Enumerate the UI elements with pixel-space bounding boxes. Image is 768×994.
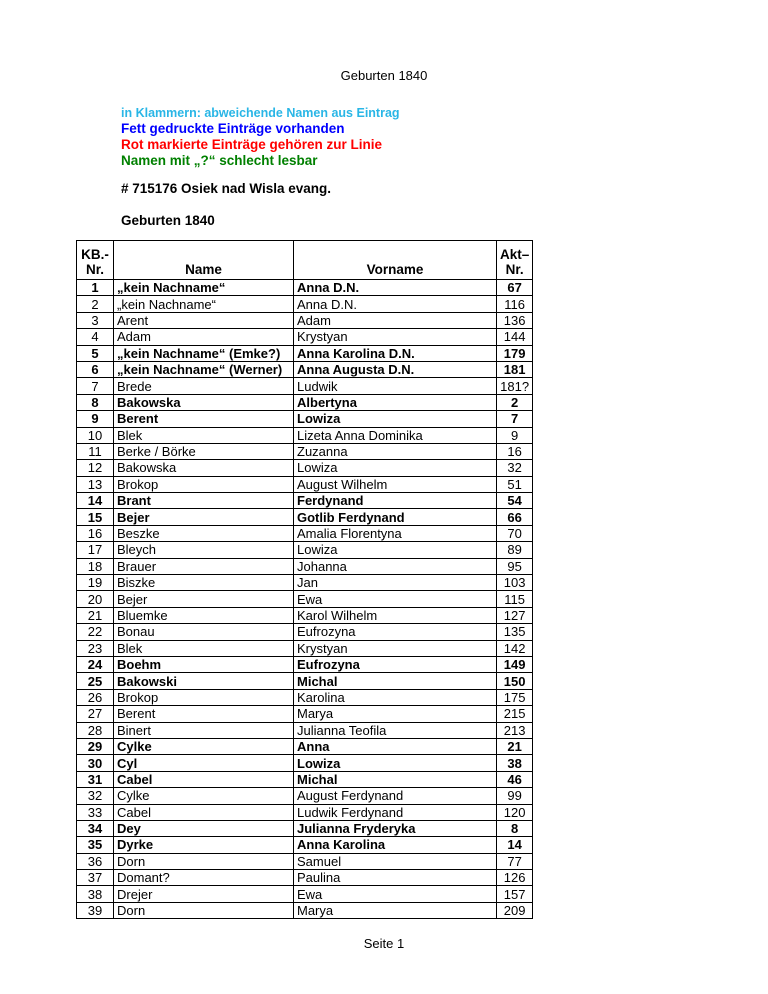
header-name: Name: [114, 241, 294, 280]
row-name: Cabel: [114, 804, 294, 820]
table-row: [77, 427, 533, 443]
table-row: [77, 476, 533, 492]
row-vorname: Paulina: [294, 870, 497, 886]
page-footer: Seite 1: [363, 936, 405, 951]
row-name: Cabel: [114, 771, 294, 787]
row-akt-nr: 14: [497, 837, 533, 853]
row-name: Biszke: [114, 575, 294, 591]
table-row: [77, 329, 533, 345]
row-kb-nr: 28: [77, 722, 114, 738]
table-row: [77, 542, 533, 558]
table-row: [77, 902, 533, 918]
table-row: [77, 771, 533, 787]
row-vorname: Ludwik Ferdynand: [294, 804, 497, 820]
row-akt-nr: 116: [497, 296, 533, 312]
row-kb-nr: 25: [77, 673, 114, 689]
table-row: [77, 738, 533, 754]
row-akt-nr: 150: [497, 673, 533, 689]
row-akt-nr: 142: [497, 640, 533, 656]
table-row: [77, 656, 533, 672]
row-kb-nr: 14: [77, 493, 114, 509]
row-name: „kein Nachname“ (Werner): [114, 361, 294, 377]
row-kb-nr: 10: [77, 427, 114, 443]
row-name: Boehm: [114, 656, 294, 672]
row-name: Brauer: [114, 558, 294, 574]
row-akt-nr: 115: [497, 591, 533, 607]
row-vorname: Marya: [294, 902, 497, 918]
table-row: [77, 706, 533, 722]
row-kb-nr: 30: [77, 755, 114, 771]
table-row: [77, 853, 533, 869]
legend-question-note: Namen mit „?“ schlecht lesbar: [121, 153, 318, 168]
row-name: Brede: [114, 378, 294, 394]
table-row: [77, 837, 533, 853]
table-row: [77, 493, 533, 509]
row-kb-nr: 8: [77, 394, 114, 410]
row-name: Bejer: [114, 591, 294, 607]
row-vorname: Marya: [294, 706, 497, 722]
row-akt-nr: 135: [497, 624, 533, 640]
row-akt-nr: 70: [497, 525, 533, 541]
row-vorname: Lowiza: [294, 542, 497, 558]
row-kb-nr: 11: [77, 443, 114, 459]
table-row: [77, 722, 533, 738]
row-name: Bakowski: [114, 673, 294, 689]
row-akt-nr: 16: [497, 443, 533, 459]
row-kb-nr: 12: [77, 460, 114, 476]
row-kb-nr: 16: [77, 525, 114, 541]
row-kb-nr: 4: [77, 329, 114, 345]
row-akt-nr: 179: [497, 345, 533, 361]
row-akt-nr: 136: [497, 312, 533, 328]
table-row: [77, 443, 533, 459]
row-kb-nr: 22: [77, 624, 114, 640]
row-akt-nr: 9: [497, 427, 533, 443]
row-akt-nr: 51: [497, 476, 533, 492]
row-vorname: Albertyna: [294, 394, 497, 410]
row-akt-nr: 67: [497, 280, 533, 296]
row-vorname: Ewa: [294, 886, 497, 902]
row-vorname: Eufrozyna: [294, 624, 497, 640]
table-row: [77, 558, 533, 574]
row-vorname: Lowiza: [294, 460, 497, 476]
table-row: [77, 394, 533, 410]
row-kb-nr: 31: [77, 771, 114, 787]
row-kb-nr: 18: [77, 558, 114, 574]
row-vorname: Jan: [294, 575, 497, 591]
legend-red-note: Rot markierte Einträge gehören zur Linie: [121, 137, 383, 152]
row-akt-nr: 99: [497, 788, 533, 804]
row-name: Brokop: [114, 689, 294, 705]
row-akt-nr: 54: [497, 493, 533, 509]
row-akt-nr: 77: [497, 853, 533, 869]
row-kb-nr: 7: [77, 378, 114, 394]
row-vorname: Amalia Florentyna: [294, 525, 497, 541]
row-kb-nr: 36: [77, 853, 114, 869]
row-name: Dorn: [114, 902, 294, 918]
row-name: „kein Nachname“: [114, 296, 294, 312]
document-title: # 715176 Osiek nad Wisla evang.: [121, 181, 331, 196]
row-name: Berent: [114, 411, 294, 427]
table-row: [77, 870, 533, 886]
table-row: [77, 312, 533, 328]
row-name: Bluemke: [114, 607, 294, 623]
row-akt-nr: 95: [497, 558, 533, 574]
row-name: Dyrke: [114, 837, 294, 853]
row-vorname: Ewa: [294, 591, 497, 607]
row-kb-nr: 3: [77, 312, 114, 328]
row-akt-nr: 209: [497, 902, 533, 918]
row-akt-nr: 215: [497, 706, 533, 722]
row-vorname: Julianna Fryderyka: [294, 820, 497, 836]
row-kb-nr: 24: [77, 656, 114, 672]
row-name: „kein Nachname“: [114, 280, 294, 296]
row-kb-nr: 27: [77, 706, 114, 722]
row-vorname: Karol Wilhelm: [294, 607, 497, 623]
header-vorname: Vorname: [294, 241, 497, 280]
page-header: Geburten 1840: [340, 68, 428, 83]
row-vorname: Ludwik: [294, 378, 497, 394]
row-akt-nr: 126: [497, 870, 533, 886]
row-vorname: Michal: [294, 771, 497, 787]
row-name: Arent: [114, 312, 294, 328]
row-name: Cylke: [114, 788, 294, 804]
row-akt-nr: 157: [497, 886, 533, 902]
row-kb-nr: 21: [77, 607, 114, 623]
row-vorname: Anna D.N.: [294, 280, 497, 296]
row-kb-nr: 15: [77, 509, 114, 525]
table-row: [77, 575, 533, 591]
row-akt-nr: 46: [497, 771, 533, 787]
table-row: [77, 345, 533, 361]
legend: [121, 105, 400, 169]
row-name: Bonau: [114, 624, 294, 640]
row-kb-nr: 17: [77, 542, 114, 558]
row-akt-nr: 103: [497, 575, 533, 591]
table-row: [77, 755, 533, 771]
row-kb-nr: 37: [77, 870, 114, 886]
header-kb-nr-line1: KB.-: [81, 247, 109, 262]
legend-brackets-note: in Klammern: abweichende Namen aus Eintrag: [121, 106, 400, 120]
row-vorname: Anna Karolina D.N.: [294, 345, 497, 361]
row-kb-nr: 33: [77, 804, 114, 820]
table-header-row: [77, 241, 533, 280]
row-vorname: Adam: [294, 312, 497, 328]
row-name: Drejer: [114, 886, 294, 902]
row-kb-nr: 29: [77, 738, 114, 754]
row-akt-nr: 8: [497, 820, 533, 836]
row-name: Bleych: [114, 542, 294, 558]
row-akt-nr: 127: [497, 607, 533, 623]
row-kb-nr: 38: [77, 886, 114, 902]
row-vorname: Samuel: [294, 853, 497, 869]
row-vorname: Anna Karolina: [294, 837, 497, 853]
row-vorname: Krystyan: [294, 640, 497, 656]
row-akt-nr: 120: [497, 804, 533, 820]
section-title: Geburten 1840: [121, 213, 215, 228]
row-name: Blek: [114, 640, 294, 656]
table-row: [77, 624, 533, 640]
row-vorname: Anna: [294, 738, 497, 754]
row-kb-nr: 9: [77, 411, 114, 427]
row-akt-nr: 89: [497, 542, 533, 558]
table-row: [77, 886, 533, 902]
row-name: „kein Nachname“ (Emke?): [114, 345, 294, 361]
row-name: Cylke: [114, 738, 294, 754]
row-akt-nr: 32: [497, 460, 533, 476]
row-kb-nr: 19: [77, 575, 114, 591]
row-kb-nr: 35: [77, 837, 114, 853]
row-kb-nr: 13: [77, 476, 114, 492]
row-name: Dorn: [114, 853, 294, 869]
row-akt-nr: 181: [497, 361, 533, 377]
table-row: [77, 509, 533, 525]
row-kb-nr: 26: [77, 689, 114, 705]
header-akt-nr-line1: Akt–: [500, 247, 530, 262]
row-vorname: Krystyan: [294, 329, 497, 345]
row-name: Adam: [114, 329, 294, 345]
row-kb-nr: 1: [77, 280, 114, 296]
row-vorname: Gotlib Ferdynand: [294, 509, 497, 525]
row-vorname: Zuzanna: [294, 443, 497, 459]
row-name: Brokop: [114, 476, 294, 492]
row-akt-nr: 2: [497, 394, 533, 410]
table-row: [77, 820, 533, 836]
row-name: Berent: [114, 706, 294, 722]
row-kb-nr: 23: [77, 640, 114, 656]
row-name: Cyl: [114, 755, 294, 771]
row-akt-nr: 38: [497, 755, 533, 771]
row-akt-nr: 181?: [497, 378, 533, 394]
row-vorname: Lowiza: [294, 755, 497, 771]
table-row: [77, 525, 533, 541]
table-row: [77, 673, 533, 689]
row-vorname: Anna D.N.: [294, 296, 497, 312]
row-akt-nr: 149: [497, 656, 533, 672]
table-row: [77, 378, 533, 394]
table-row: [77, 280, 533, 296]
row-name: Binert: [114, 722, 294, 738]
table-row: [77, 804, 533, 820]
row-vorname: Eufrozyna: [294, 656, 497, 672]
row-name: Beszke: [114, 525, 294, 541]
header-akt-nr: [497, 241, 533, 280]
table-row: [77, 361, 533, 377]
row-vorname: Michal: [294, 673, 497, 689]
header-akt-nr-line2: Nr.: [505, 262, 524, 277]
row-akt-nr: 21: [497, 738, 533, 754]
table-body: [77, 280, 533, 919]
row-name: Berke / Börke: [114, 443, 294, 459]
table-row: [77, 607, 533, 623]
row-vorname: Anna Augusta D.N.: [294, 361, 497, 377]
row-name: Bakowska: [114, 394, 294, 410]
row-kb-nr: 39: [77, 902, 114, 918]
table-row: [77, 788, 533, 804]
row-name: Bejer: [114, 509, 294, 525]
row-kb-nr: 2: [77, 296, 114, 312]
table-row: [77, 640, 533, 656]
row-name: Domant?: [114, 870, 294, 886]
row-name: Blek: [114, 427, 294, 443]
row-kb-nr: 6: [77, 361, 114, 377]
row-vorname: Johanna: [294, 558, 497, 574]
row-kb-nr: 32: [77, 788, 114, 804]
table-row: [77, 411, 533, 427]
legend-bold-note: Fett gedruckte Einträge vorhanden: [121, 121, 345, 136]
births-table: [76, 240, 533, 919]
row-vorname: Lowiza: [294, 411, 497, 427]
row-name: Dey: [114, 820, 294, 836]
row-kb-nr: 34: [77, 820, 114, 836]
header-kb-nr-line2: Nr.: [85, 262, 104, 277]
row-vorname: Lizeta Anna Dominika: [294, 427, 497, 443]
table-row: [77, 460, 533, 476]
row-vorname: August Wilhelm: [294, 476, 497, 492]
row-vorname: Karolina: [294, 689, 497, 705]
row-kb-nr: 5: [77, 345, 114, 361]
row-vorname: Julianna Teofila: [294, 722, 497, 738]
row-akt-nr: 213: [497, 722, 533, 738]
table-row: [77, 689, 533, 705]
table-row: [77, 591, 533, 607]
row-name: Bakowska: [114, 460, 294, 476]
row-akt-nr: 66: [497, 509, 533, 525]
row-akt-nr: 175: [497, 689, 533, 705]
row-vorname: August Ferdynand: [294, 788, 497, 804]
row-vorname: Ferdynand: [294, 493, 497, 509]
header-kb-nr: [77, 241, 114, 280]
row-name: Brant: [114, 493, 294, 509]
table-row: [77, 296, 533, 312]
row-kb-nr: 20: [77, 591, 114, 607]
row-akt-nr: 7: [497, 411, 533, 427]
row-akt-nr: 144: [497, 329, 533, 345]
